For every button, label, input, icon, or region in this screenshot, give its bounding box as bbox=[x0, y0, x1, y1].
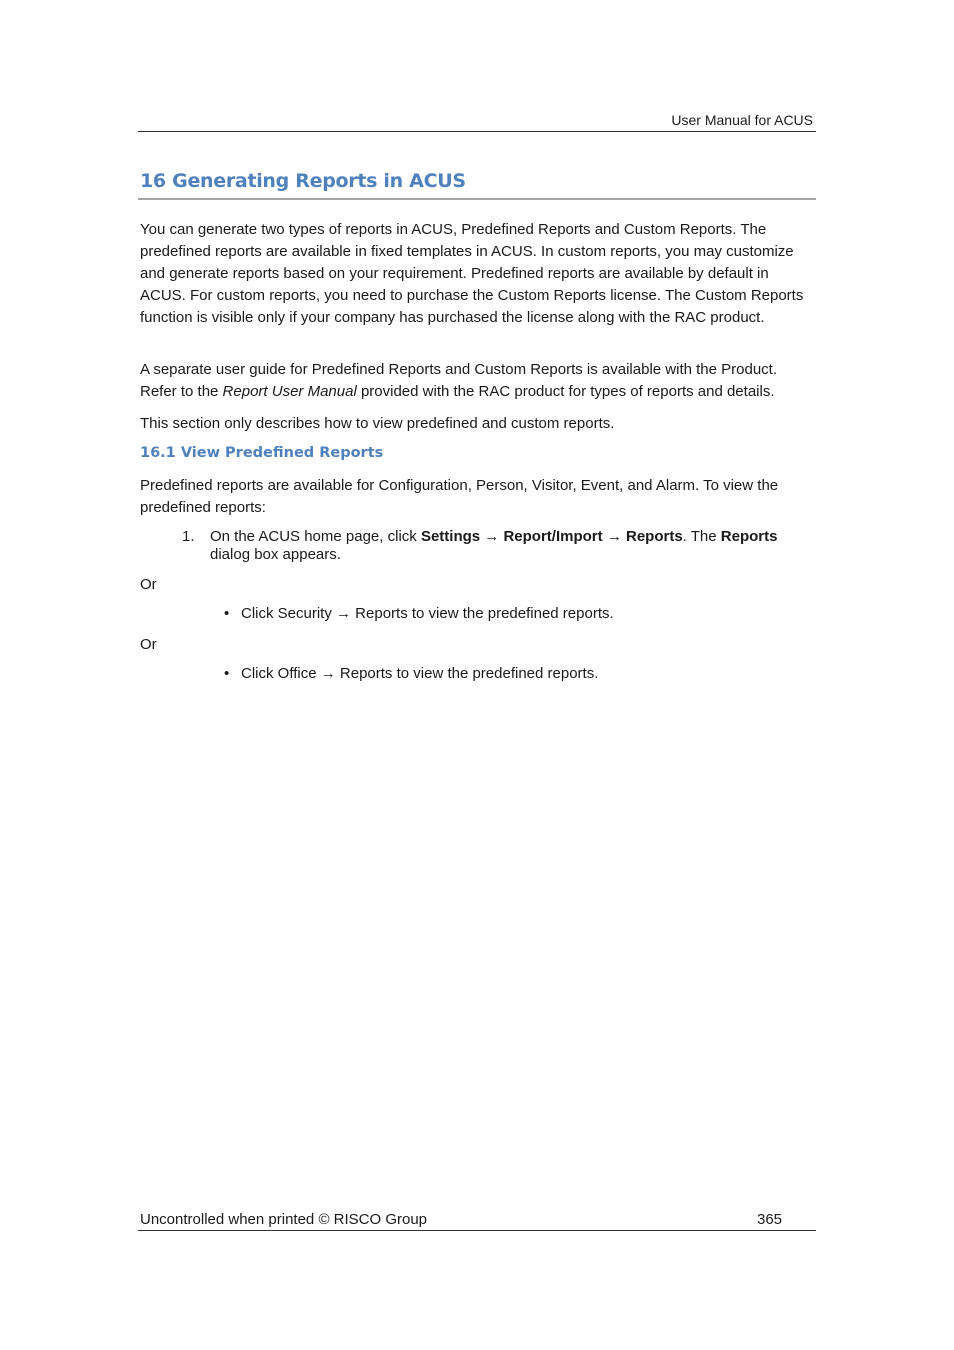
bullet-item-office bbox=[224, 665, 598, 682]
header-divider bbox=[138, 131, 816, 132]
bullet-text: Click Security → Reports to view the predefined reports. bbox=[241, 605, 614, 622]
user-guide-paragraph bbox=[140, 359, 816, 403]
step-number: 1. bbox=[182, 528, 195, 545]
intro-paragraph: You can generate two types of reports in ACUS, Predefined Reports and Custom Reports. The predefined reports are available in fixed templates in ACUS. In custom reports, you may customize and generate reports based on your requirement. Predefined reports are available by default in ACUS. For custom reports, you need to purchase the Custom Reports license. The Custom Reports function is visible only if your company has purchased the license along with the RAC product. bbox=[140, 221, 804, 326]
predefined-paragraph: Predefined reports are available for Configuration, Person, Visitor, Event, and Alarm. To view the predefined reports: bbox=[140, 477, 779, 516]
step-text-1: On the ACUS home page, click bbox=[210, 528, 421, 545]
footer-copyright: Uncontrolled when printed © RISCO Group bbox=[140, 1211, 428, 1228]
report-manual-title: Report User Manual bbox=[222, 383, 357, 400]
reports-dialog-label: Reports bbox=[720, 528, 778, 545]
bullet-item-security bbox=[224, 605, 614, 622]
page-number: 365 bbox=[757, 1211, 783, 1228]
step-text-3: dialog box appears. bbox=[210, 546, 341, 563]
or-label: Or bbox=[140, 576, 157, 593]
footer-divider bbox=[138, 1230, 816, 1231]
section-number: 16.1 bbox=[140, 445, 176, 461]
step-text bbox=[210, 528, 816, 564]
bullet-text: Click Office → Reports to view the predefined reports. bbox=[241, 665, 599, 682]
user-guide-text-b: provided with the RAC product for types of reports and details. bbox=[356, 383, 775, 400]
settings-label: Settings bbox=[420, 528, 481, 545]
user-guide-text-a: A separate user guide for Predefined Reports and Custom Reports is available with the Product. Refer to the bbox=[140, 361, 778, 400]
section-heading bbox=[140, 445, 383, 461]
chapter-title: 16 Generating Reports in ACUS bbox=[140, 170, 466, 192]
section-title: View Predefined Reports bbox=[180, 445, 384, 461]
arrow-icon: → bbox=[606, 528, 622, 545]
scope-paragraph: This section only describes how to view predefined and custom reports. bbox=[140, 415, 615, 432]
reports-label: Reports bbox=[625, 528, 683, 545]
step-1 bbox=[182, 528, 816, 564]
step-text-2: . The bbox=[682, 528, 721, 545]
bullet-icon: • bbox=[224, 605, 230, 622]
arrow-icon: → bbox=[484, 528, 500, 545]
bullet-icon: • bbox=[224, 665, 230, 682]
running-header: User Manual for ACUS bbox=[671, 112, 813, 128]
or-label: Or bbox=[140, 636, 157, 653]
report-import-label: Report/Import bbox=[503, 528, 603, 545]
chapter-divider bbox=[138, 198, 816, 200]
